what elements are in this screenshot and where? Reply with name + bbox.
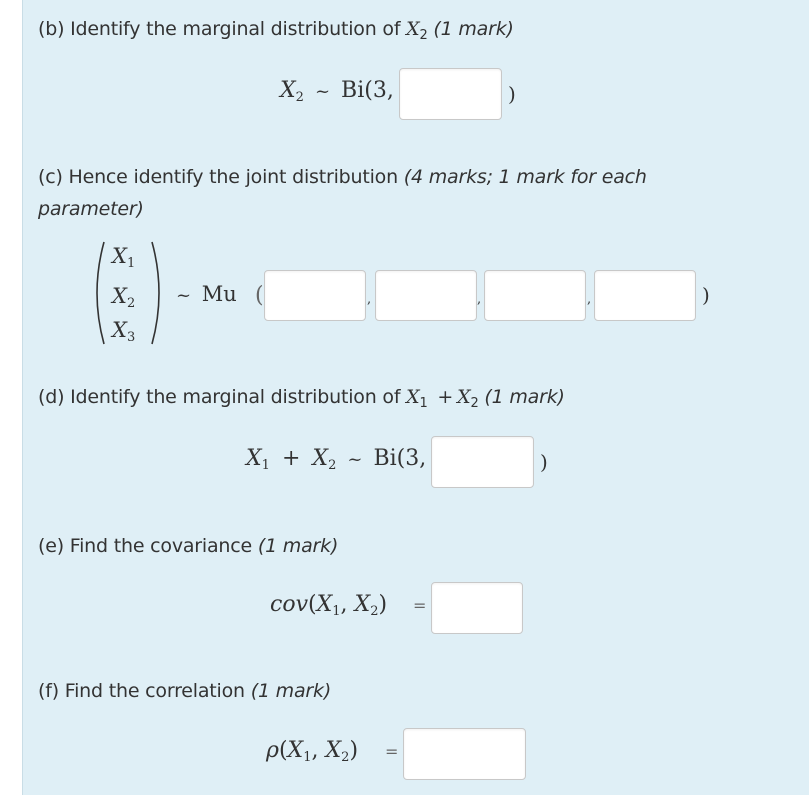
part-c-vector-x3: $X_3$	[112, 318, 136, 345]
part-c-p1-input[interactable]	[375, 270, 477, 321]
part-c-comma-2: ,	[477, 292, 482, 307]
part-f-equation: $\rho(X_1$, $X_2$)	[266, 738, 359, 765]
part-c-dist: ~ Mu	[176, 282, 237, 306]
part-d-question: (d) Identify the marginal distribution of $X_1 + X_2$ (1 mark)	[38, 386, 565, 411]
part-c-question: (c) Hence identify the joint distribution (4 marks; 1 mark for each	[38, 166, 647, 188]
part-e-covariance-input[interactable]	[431, 582, 523, 634]
part-b-close-paren: )	[508, 82, 516, 106]
part-c-open-paren: (	[255, 283, 264, 308]
part-b-prob-input[interactable]	[399, 68, 502, 120]
part-c-comma-1: ,	[367, 292, 372, 307]
part-d-prob-input[interactable]	[431, 436, 534, 488]
part-c-p3-input[interactable]	[594, 270, 696, 321]
part-d-equation: $X_1 + X_2$ ~ Bi(3,	[246, 446, 427, 473]
part-c-comma-3: ,	[587, 292, 592, 307]
part-f-question: (f) Find the correlation (1 mark)	[38, 680, 332, 702]
part-c-close-paren: )	[702, 283, 710, 307]
part-e-equals: =	[413, 596, 427, 615]
part-b-equation: $X_2$ ~ Bi(3,	[280, 78, 394, 105]
part-b-question: (b) Identify the marginal distribution of $X_2$ (1 mark)	[38, 18, 514, 43]
part-c-vector-x1: $X_1$	[112, 244, 136, 271]
part-e-equation: $cov(X_1$, $X_2$)	[270, 592, 388, 619]
part-d-close-paren: )	[540, 450, 548, 474]
part-c-vector-x2: $X_2$	[112, 284, 136, 311]
part-c-n-input[interactable]	[264, 270, 366, 321]
part-f-correlation-input[interactable]	[403, 728, 526, 780]
part-e-question: (e) Find the covariance (1 mark)	[38, 535, 339, 557]
part-f-equals: =	[385, 742, 399, 761]
part-c-question-cont: parameter)	[38, 198, 144, 220]
part-c-p2-input[interactable]	[484, 270, 586, 321]
